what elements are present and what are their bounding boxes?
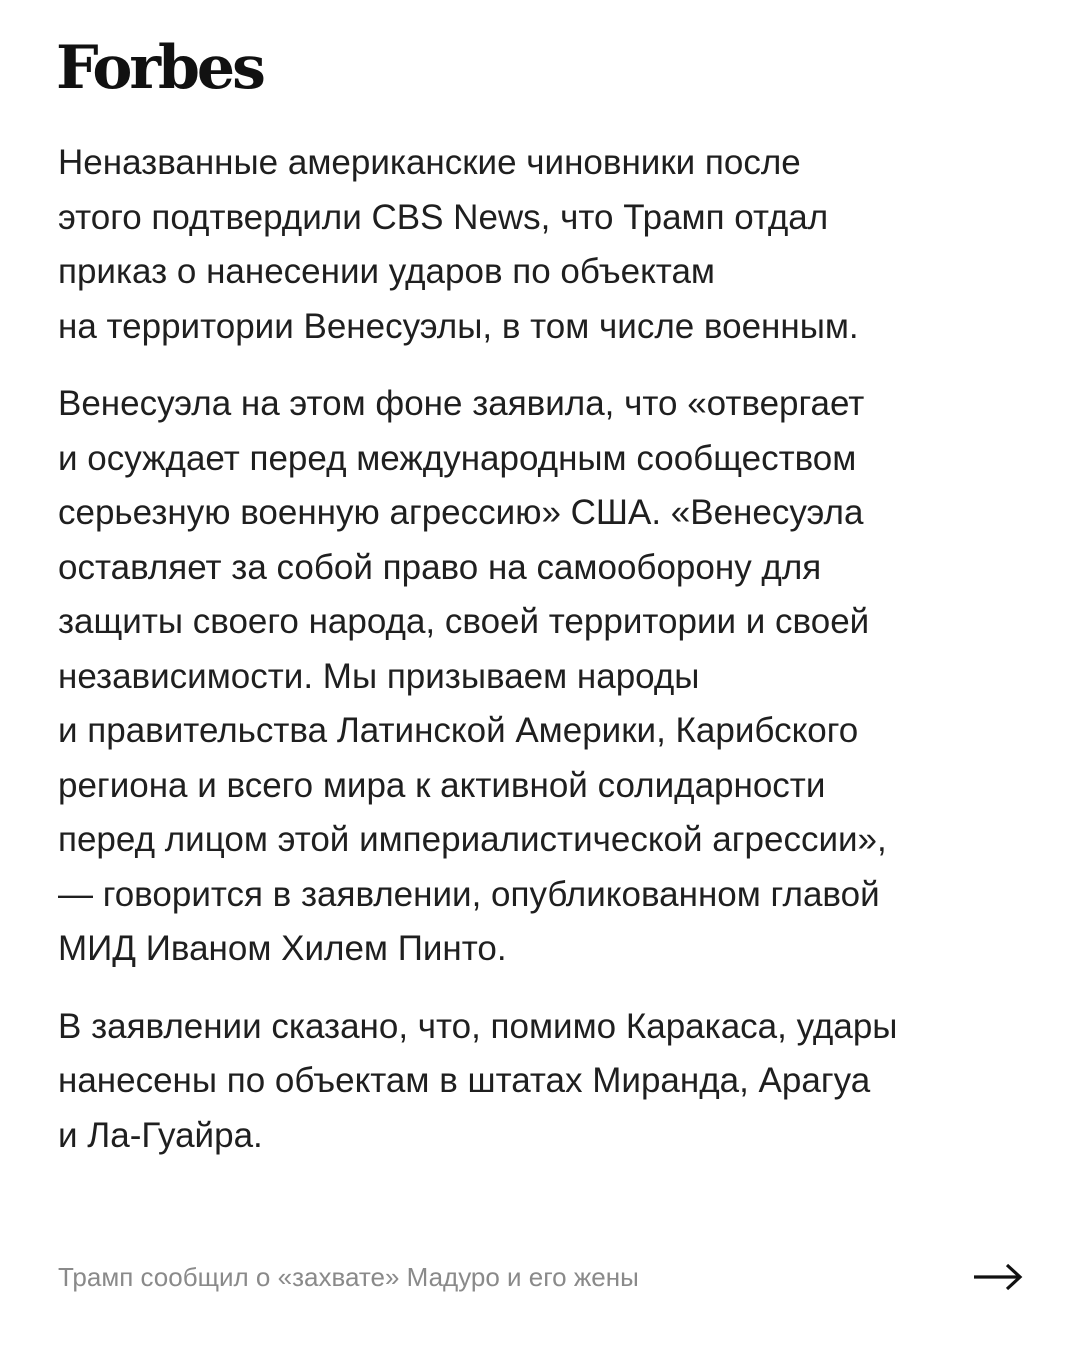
- paragraph-line: нанесены по объектам в штатах Миранда, Арагуа: [58, 1061, 871, 1100]
- article-paragraph-1: [58, 136, 1038, 354]
- paragraph-line: региона и всего мира к активной солидарности: [58, 765, 826, 805]
- paragraph-line: перед лицом этой империалистической агрессии»,: [58, 820, 887, 859]
- article-paragraph-2: [58, 377, 1038, 977]
- paragraph-line: независимости. Мы призываем народы: [58, 656, 700, 696]
- paragraph-line: оставляет за собой право на самооборону для: [58, 547, 822, 587]
- article-paragraph-3: [58, 1000, 1038, 1164]
- paragraph-line: МИД Иваном Хилем Пинто.: [58, 929, 507, 968]
- paragraph-line: и правительства Латинской Америки, Карибского: [58, 711, 859, 750]
- paragraph-line: и Ла-Гуайра.: [58, 1115, 263, 1155]
- paragraph-line: и осуждает перед международным сообществом: [58, 438, 857, 478]
- paragraph-line: защиты своего народа, своей территории и своей: [58, 602, 870, 641]
- forbes-logo: Forbes: [56, 33, 263, 103]
- next-article-bar[interactable]: [58, 1252, 1024, 1302]
- paragraph-line: В заявлении сказано, что, помимо Каракаса, удары: [58, 1006, 898, 1046]
- paragraph-line: на территории Венесуэлы, в том числе военным.: [58, 306, 859, 346]
- paragraph-line: — говорится в заявлении, опубликованном главой: [58, 874, 880, 914]
- arrow-right-icon[interactable]: [972, 1261, 1024, 1293]
- paragraph-line: Неназванные американские чиновники после: [58, 143, 801, 182]
- paragraph-line: серьезную военную агрессию» США. «Венесуэла: [58, 493, 864, 532]
- next-article-link[interactable]: Трамп сообщил о «захвате» Мадуро и его жены: [58, 1261, 639, 1292]
- paragraph-line: этого подтвердили CBS News, что Трамп отдал: [58, 197, 829, 237]
- paragraph-line: Венесуэла на этом фоне заявила, что «отвергает: [58, 384, 865, 423]
- article-body: [58, 136, 1038, 1186]
- paragraph-line: приказ о нанесении ударов по объектам: [58, 252, 715, 291]
